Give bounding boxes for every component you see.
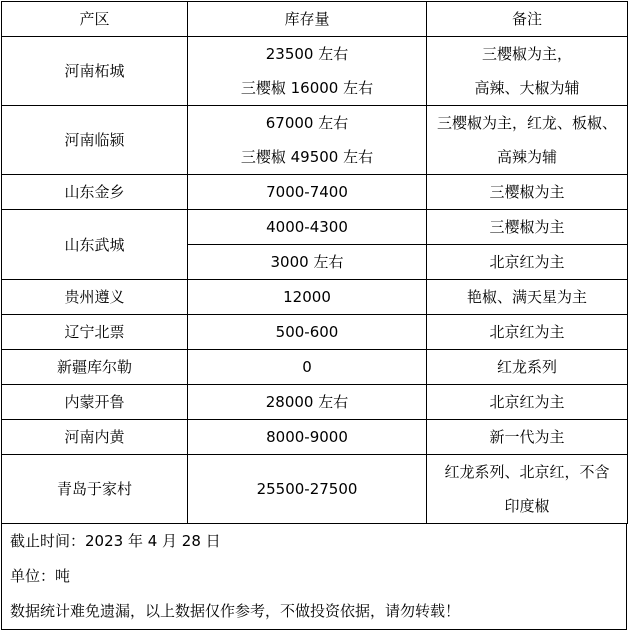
region-cell: 河南柘城 — [2, 37, 188, 106]
stock-cell: 12000 — [188, 280, 427, 315]
note-line: 三樱椒为主， — [481, 45, 572, 63]
table-row — [2, 350, 628, 385]
note-cell: 北京红为主 — [427, 315, 628, 350]
stock-cell: 7000-7400 — [188, 175, 427, 210]
stock-cell: 28000 左右 — [188, 385, 427, 420]
region-cell: 山东武城 — [2, 210, 188, 280]
note-cell: 北京红为主 — [427, 245, 628, 280]
inventory-table — [1, 1, 628, 524]
stock-cell: 4000-4300 — [188, 210, 427, 245]
stock-cell: 8000-9000 — [188, 420, 427, 455]
note-cell: 红龙系列 — [427, 350, 628, 385]
note-cell — [427, 37, 628, 106]
table-row — [2, 455, 628, 524]
deadline-text: 截止时间：2023 年 4 月 28 日 — [10, 532, 221, 550]
region-cell: 辽宁北票 — [2, 315, 188, 350]
table-row — [2, 315, 628, 350]
note-line: 高辣、大椒为辅 — [474, 79, 580, 97]
note-cell — [427, 106, 628, 175]
note-line: 印度椒 — [504, 497, 550, 515]
note-cell: 北京红为主 — [427, 385, 628, 420]
region-cell: 河南临颍 — [2, 106, 188, 175]
table-row — [2, 37, 628, 106]
stock-line: 23500 左右 — [265, 45, 349, 63]
stock-cell: 0 — [188, 350, 427, 385]
unit-text: 单位：吨 — [10, 567, 71, 585]
stock-line: 25500-27500 — [256, 480, 358, 498]
region-cell: 山东金乡 — [2, 175, 188, 210]
stock-cell — [188, 37, 427, 106]
stock-line: 三樱椒 49500 左右 — [240, 148, 374, 166]
stock-cell — [188, 106, 427, 175]
table-header-row — [2, 2, 628, 37]
table-row — [2, 280, 628, 315]
stock-cell: 3000 左右 — [188, 245, 427, 280]
region-cell: 青岛于家村 — [2, 455, 188, 524]
header-stock: 库存量 — [188, 2, 427, 37]
note-line: 三樱椒为主，红龙、板椒、 — [436, 114, 617, 132]
stock-line: 67000 左右 — [265, 114, 349, 132]
table-row — [2, 106, 628, 175]
note-line: 红龙系列、北京红，不含 — [444, 463, 610, 481]
note-cell: 艳椒、满天星为主 — [427, 280, 628, 315]
region-cell: 新疆库尔勒 — [2, 350, 188, 385]
header-region: 产区 — [2, 2, 188, 37]
stock-line: 三樱椒 16000 左右 — [240, 79, 374, 97]
stock-cell: 500-600 — [188, 315, 427, 350]
note-cell: 三樱椒为主 — [427, 210, 628, 245]
region-cell: 贵州遵义 — [2, 280, 188, 315]
header-note: 备注 — [427, 2, 628, 37]
region-cell: 内蒙开鲁 — [2, 385, 188, 420]
table-row — [2, 420, 628, 455]
stock-cell — [188, 455, 427, 524]
disclaimer-text: 数据统计难免遗漏，以上数据仅作参考，不做投资依据，请勿转载！ — [10, 602, 461, 620]
note-cell — [427, 455, 628, 524]
table-row — [2, 210, 628, 245]
note-line: 高辣为辅 — [496, 148, 557, 166]
table-row — [2, 385, 628, 420]
note-cell: 新一代为主 — [427, 420, 628, 455]
region-cell: 河南内黄 — [2, 420, 188, 455]
note-cell: 三樱椒为主 — [427, 175, 628, 210]
table-row — [2, 175, 628, 210]
table-footer — [1, 524, 627, 630]
